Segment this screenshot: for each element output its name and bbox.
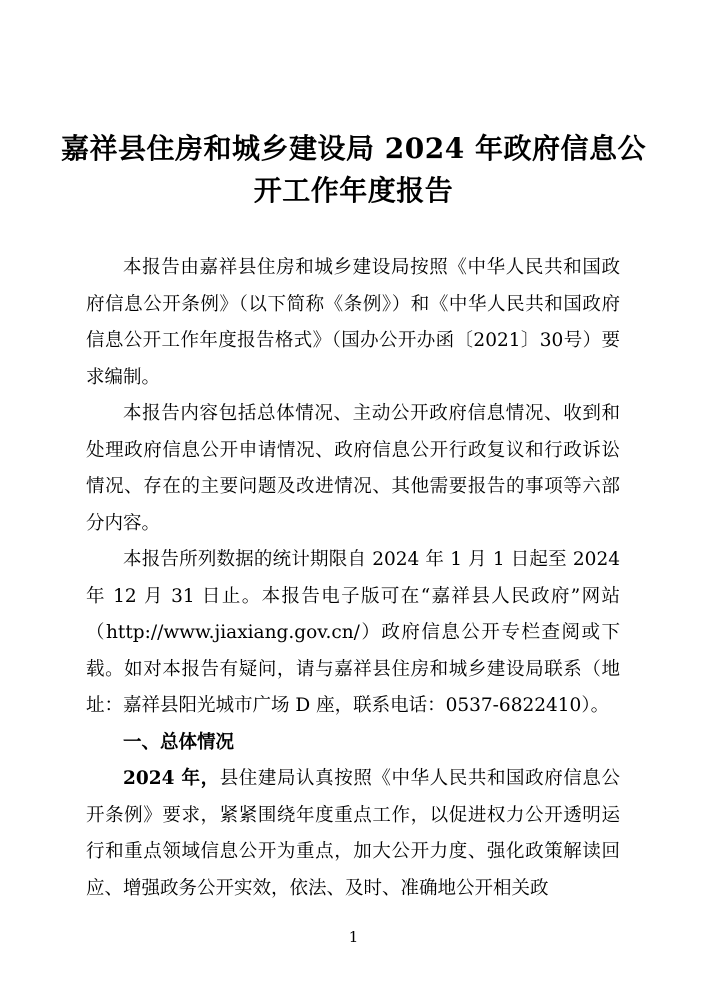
overview-year-lead: 2024 年，	[123, 768, 220, 789]
document-body	[86, 250, 620, 907]
paragraph-contents: 本报告内容包括总体情况、主动公开政府信息情况、收到和处理政府信息公开申请情况、政府信息公开行政复议和行政诉讼情况、存在的主要问题及改进情况、其他需要报告的事项等六部分内容。	[86, 403, 620, 534]
paragraph-period-and-contact: 本报告所列数据的统计期限自 2024 年 1 月 1 日起至 2024 年 12 月 31 日止。本报告电子版可在“嘉祥县人民政府”网站（http://www.jiaxiang.gov.cn/）政府信息公开专栏查阅或下载。如对本报告有疑问，请与嘉祥县住房和城乡建设局联系（地址：嘉祥县阳光城市广场 D 座，联系电话：0537-6822410）。	[86, 549, 620, 716]
page-number: 1	[348, 928, 359, 946]
paragraph-overview	[86, 761, 620, 907]
overview-text: 县住建局认真按照《中华人民共和国政府信息公开条例》要求，紧紧围绕年度重点工作，以促进权力公开透明运行和重点领域信息公开为重点，加大公开力度、强化政策解读回应、增强政务公开实效，依法、及时、准确地公开相关政	[86, 768, 620, 899]
title-line-1: 嘉祥县住房和城乡建设局 2024 年政府信息公	[61, 132, 646, 165]
title-line-2: 开工作年度报告	[253, 174, 454, 207]
paragraph-basis: 本报告由嘉祥县住房和城乡建设局按照《中华人民共和国政府信息公开条例》（以下简称《条例》）和《中华人民共和国政府信息公开工作年度报告格式》（国办公开办函〔2021〕30号）要求编制。	[86, 257, 620, 388]
document-title	[60, 128, 647, 212]
section-heading-overview: 一、总体情况	[123, 731, 235, 753]
